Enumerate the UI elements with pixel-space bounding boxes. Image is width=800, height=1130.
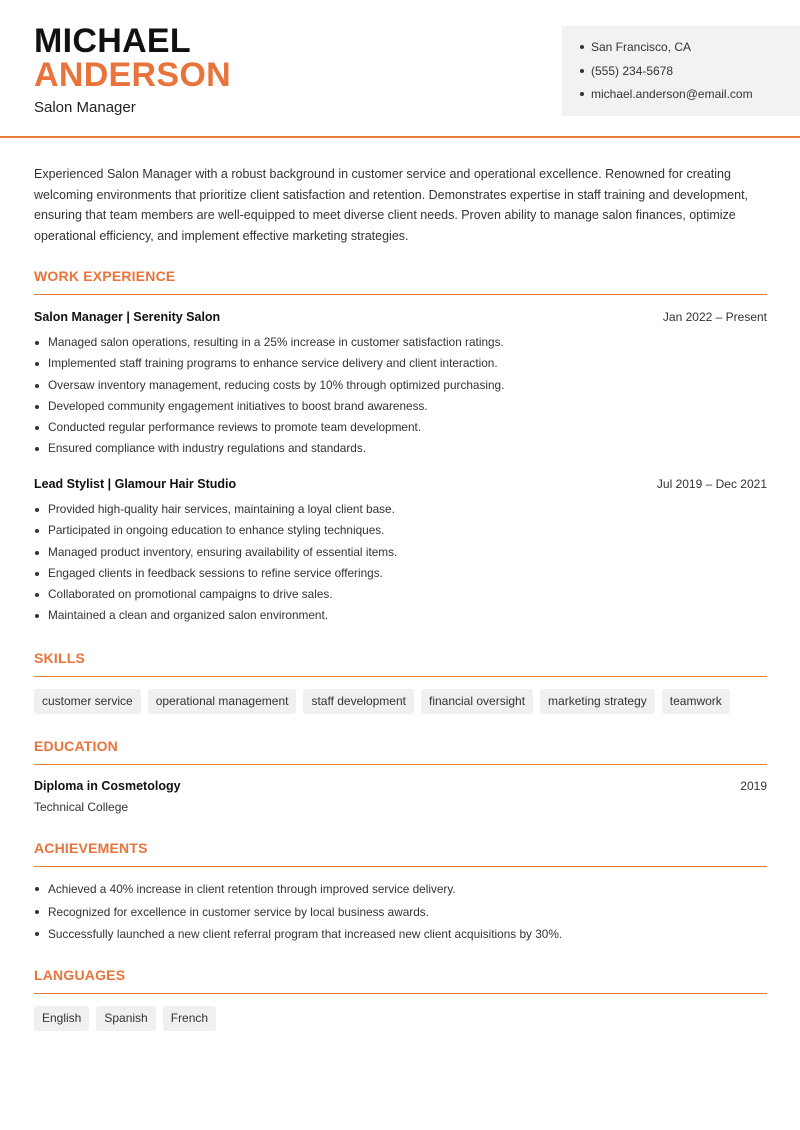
- bullet-icon: [35, 426, 39, 430]
- list-item: [34, 542, 754, 563]
- bullet-icon: [35, 405, 39, 409]
- language-chip: English: [34, 1006, 89, 1031]
- bullet-icon: [580, 45, 584, 49]
- contact-email-text: michael.anderson@email.com: [591, 87, 753, 101]
- section-title-languages: LANGUAGES: [34, 967, 126, 983]
- skills-list: [34, 689, 730, 714]
- section-divider: [34, 866, 767, 867]
- list-item-text: Maintained a clean and organized salon environment.: [48, 608, 329, 623]
- list-item: [34, 605, 754, 626]
- contact-box: [562, 26, 800, 116]
- list-item-text: Ensured compliance with industry regulations and standards.: [48, 441, 367, 456]
- list-item-text: Participated in ongoing education to enhance styling techniques.: [48, 523, 385, 538]
- job-role: Salon Manager: [34, 99, 136, 116]
- list-item-text: Provided high-quality hair services, maintaining a loyal client base.: [48, 502, 395, 516]
- bullet-icon: [35, 932, 39, 936]
- bullet-icon: [35, 910, 39, 914]
- contact-phone-text: (555) 234-5678: [591, 63, 674, 78]
- languages-list: [34, 1006, 216, 1031]
- professional-summary: Experienced Salon Manager with a robust background in customer service and operational excellence. Renowned for creating welcoming environments that prioritize client satisfaction and retention. Demonstrates expertise in staff training and development, ensuring that team members are well-equipped to meet diverse client needs. Proven ability to manage salon finances, optimize operational efficiency, and implement effective marketing strategies.: [34, 167, 749, 243]
- list-item: [34, 563, 754, 584]
- job-title-1: Salon Manager | Serenity Salon: [34, 310, 221, 324]
- skill-chip: staff development: [303, 689, 414, 714]
- job-dates-2: Jul 2019 – Dec 2021: [656, 477, 767, 491]
- education-degree: Diploma in Cosmetology: [34, 779, 181, 793]
- list-item-text: Oversaw inventory management, reducing costs by 10% through optimized purchasing.: [48, 377, 505, 392]
- bullet-icon: [35, 529, 39, 533]
- list-item-text: Managed salon operations, resulting in a 25% increase in customer satisfaction ratings.: [48, 335, 504, 349]
- education-school: Technical College: [34, 800, 129, 814]
- bullet-icon: [35, 614, 39, 618]
- list-item-text: Developed community engagement initiatives to boost brand awareness.: [48, 398, 428, 413]
- section-divider: [34, 294, 767, 295]
- list-item-text: Managed product inventory, ensuring availability of essential items.: [48, 544, 398, 559]
- list-item-text: Implemented staff training programs to enhance service delivery and client interaction.: [48, 356, 498, 371]
- list-item: [34, 438, 754, 459]
- contact-email: [580, 86, 800, 110]
- job-bullets-1: [34, 332, 754, 460]
- list-item-text: Conducted regular performance reviews to promote team development.: [48, 420, 422, 435]
- section-title-work: WORK EXPERIENCE: [34, 268, 176, 284]
- bullet-icon: [35, 384, 39, 388]
- section-divider: [34, 676, 767, 677]
- section-divider: [34, 764, 767, 765]
- list-item: [34, 417, 754, 438]
- bullet-icon: [580, 69, 584, 73]
- last-name: ANDERSON: [34, 56, 231, 94]
- list-item-text: Achieved a 40% increase in client retention through improved service delivery.: [48, 882, 456, 896]
- bullet-icon: [35, 551, 39, 555]
- language-chip: French: [163, 1006, 216, 1031]
- list-item: [34, 923, 774, 946]
- list-item-text: Recognized for excellence in customer service by local business awards.: [48, 904, 429, 919]
- list-item: [34, 332, 754, 353]
- job-bullets-2: [34, 499, 754, 627]
- list-item: [34, 901, 774, 924]
- list-item: [34, 396, 754, 417]
- list-item-text: Engaged clients in feedback sessions to refine service offerings.: [48, 565, 383, 580]
- contact-location: [580, 39, 800, 63]
- list-item-text: Successfully launched a new client referral program that increased new client acquisitions by 30%.: [48, 927, 563, 941]
- list-item: [34, 499, 754, 520]
- bullet-icon: [580, 92, 584, 96]
- bullet-icon: [35, 508, 39, 512]
- bullet-icon: [35, 572, 39, 576]
- contact-phone: [580, 63, 800, 87]
- bullet-icon: [35, 593, 39, 597]
- section-divider: [34, 993, 767, 994]
- job-title-2: Lead Stylist | Glamour Hair Studio: [34, 477, 237, 491]
- list-item: [34, 353, 754, 374]
- bullet-icon: [35, 447, 39, 451]
- job-dates-1: Jan 2022 – Present: [662, 310, 767, 324]
- bullet-icon: [35, 887, 39, 891]
- contact-location-text: San Francisco, CA: [591, 40, 692, 54]
- skill-chip: customer service: [34, 689, 141, 714]
- education-year: 2019: [740, 779, 767, 793]
- list-item: [34, 878, 774, 901]
- skill-chip: operational management: [148, 689, 297, 714]
- bullet-icon: [35, 341, 39, 345]
- skill-chip: marketing strategy: [540, 689, 655, 714]
- list-item: [34, 375, 754, 396]
- list-item: [34, 584, 754, 605]
- achievements-list: [34, 878, 774, 946]
- section-title-education: EDUCATION: [34, 738, 118, 754]
- first-name: MICHAEL: [34, 22, 191, 60]
- skill-chip: teamwork: [662, 689, 730, 714]
- bullet-icon: [35, 362, 39, 366]
- language-chip: Spanish: [96, 1006, 155, 1031]
- section-title-skills: SKILLS: [34, 650, 85, 666]
- list-item: [34, 520, 754, 541]
- skill-chip: financial oversight: [421, 689, 533, 714]
- list-item-text: Collaborated on promotional campaigns to drive sales.: [48, 587, 333, 602]
- resume-header: [0, 0, 800, 138]
- section-title-achievements: ACHIEVEMENTS: [34, 840, 148, 856]
